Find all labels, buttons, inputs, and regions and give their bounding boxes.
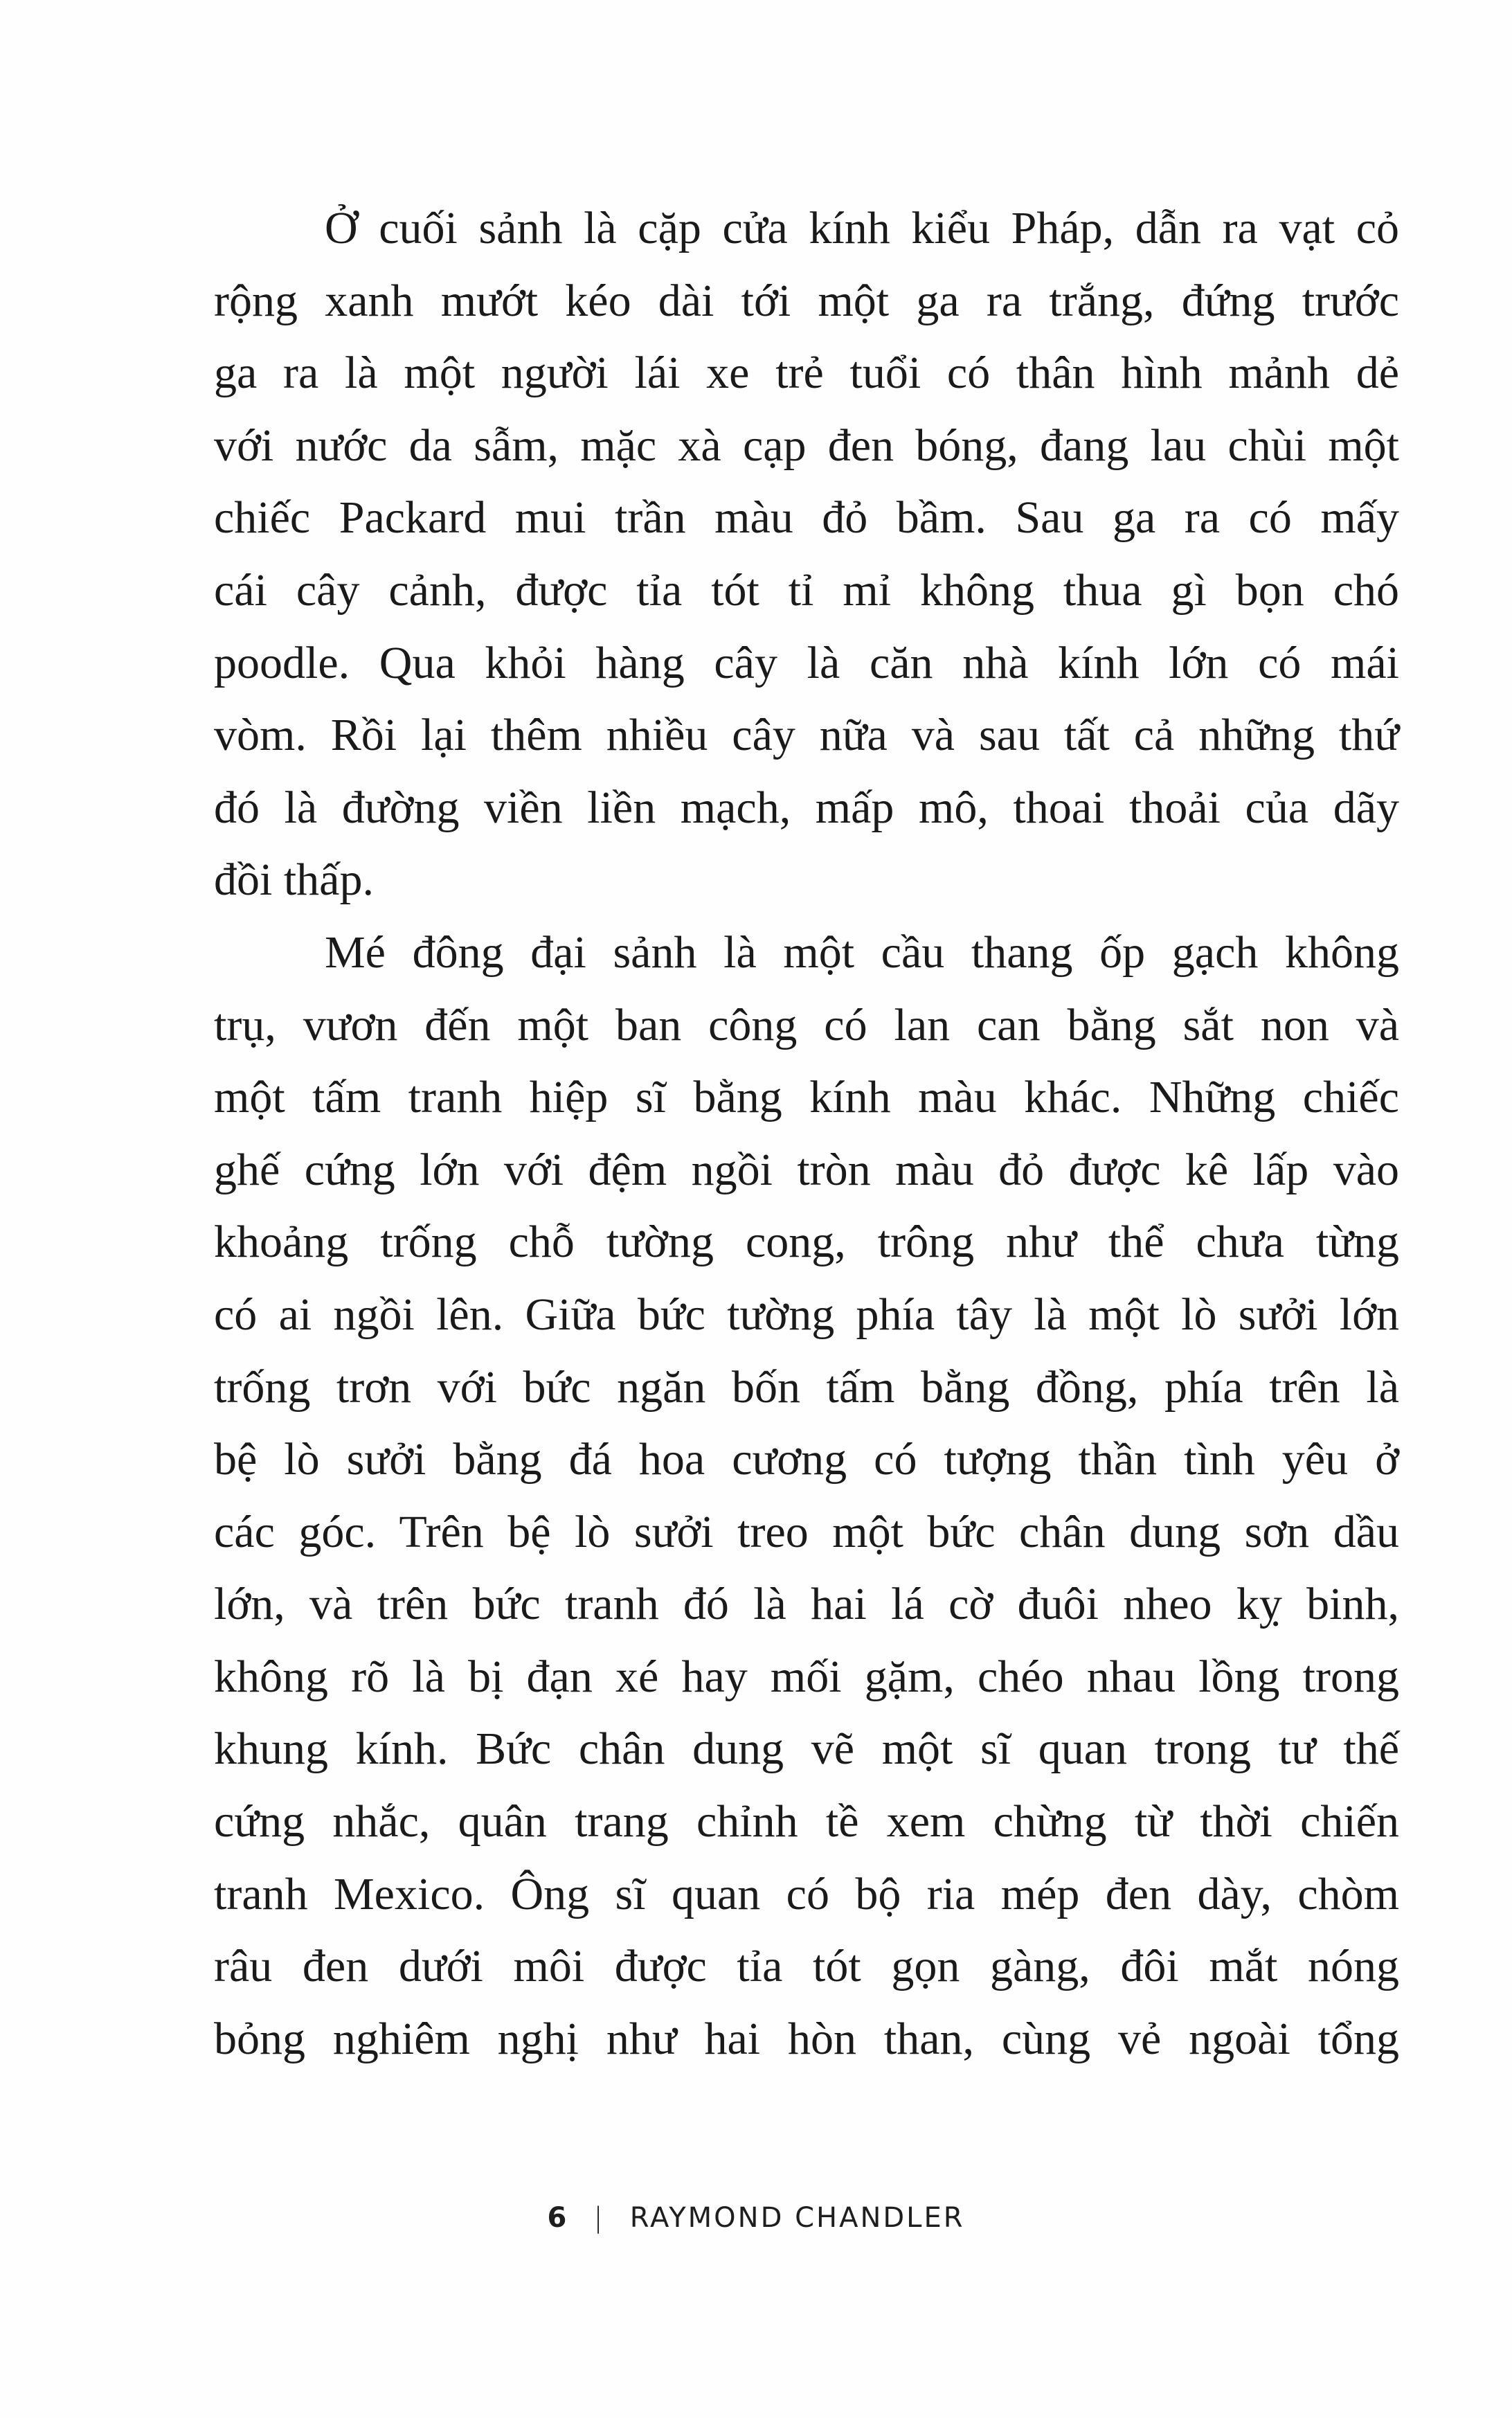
text-line: ghế cứng lớn với đệm ngồi tròn màu đỏ được kê lấp vào [214, 1144, 1399, 1195]
text-line: râu đen dưới môi được tỉa tót gọn gàng, đôi mắt nóng [214, 1941, 1399, 1992]
text-line: bỏng nghiêm nghị như hai hòn than, cùng vẻ ngoài tổng [214, 2013, 1399, 2064]
text-line: cái cây cảnh, được tỉa tót tỉ mỉ không thua gì bọn chó [214, 564, 1399, 616]
text-line: lớn, và trên bức tranh đó là hai lá cờ đuôi nheo kỵ binh, [214, 1579, 1399, 1630]
text-line: trụ, vươn đến một ban công có lan can bằng sắt non và [214, 999, 1399, 1050]
text-line: rộng xanh mướt kéo dài tới một ga ra trắng, đứng trước [214, 275, 1399, 326]
text-line: với nước da sẫm, mặc xà cạp đen bóng, đang lau chùi một [214, 420, 1399, 471]
text-line: tranh Mexico. Ông sĩ quan có bộ ria mép đen dày, chòm [214, 1868, 1399, 1919]
text-line: đồi thấp. [214, 854, 374, 906]
running-author: RAYMOND CHANDLER [629, 2202, 965, 2234]
text-line: Ở cuối sảnh là cặp cửa kính kiểu Pháp, dẫn ra vạt cỏ [325, 203, 1399, 253]
text-line: đó là đường viền liền mạch, mấp mô, thoai thoải của dãy [214, 782, 1399, 833]
text-line: trống trơn với bức ngăn bốn tấm bằng đồng, phía trên là [214, 1361, 1399, 1413]
text-line: một tấm tranh hiệp sĩ bằng kính màu khác. Những chiếc [214, 1072, 1399, 1123]
paragraph [214, 917, 1399, 2076]
footer-separator: | [593, 2202, 605, 2234]
paragraph [214, 192, 1399, 917]
text-line: khung kính. Bức chân dung vẽ một sĩ quan trong tư thế [214, 1723, 1399, 1775]
text-line: bệ lò sưởi bằng đá hoa cương có tượng thần tình yêu ở [214, 1434, 1399, 1485]
text-line: các góc. Trên bệ lò sưởi treo một bức chân dung sơn dầu [214, 1506, 1399, 1557]
text-line: khoảng trống chỗ tường cong, trông như thể chưa từng [214, 1217, 1399, 1268]
text-line: Mé đông đại sảnh là một cầu thang ốp gạch không [325, 926, 1399, 978]
text-line: cứng nhắc, quân trang chỉnh tề xem chừng từ thời chiến [214, 1796, 1399, 1847]
text-line: không rõ là bị đạn xé hay mối gặm, chéo nhau lồng trong [214, 1651, 1399, 1702]
text-line: chiếc Packard mui trần màu đỏ bầm. Sau ga ra có mấy [214, 492, 1399, 544]
text-line: poodle. Qua khỏi hàng cây là căn nhà kính lớn có mái [214, 637, 1399, 688]
body-text [214, 192, 1399, 2075]
page-footer [0, 2202, 1512, 2234]
text-line: vòm. Rồi lại thêm nhiều cây nữa và sau tất cả những thứ [214, 710, 1399, 761]
text-line: ga ra là một người lái xe trẻ tuổi có thân hình mảnh dẻ [214, 348, 1399, 399]
text-line: có ai ngồi lên. Giữa bức tường phía tây là một lò sưởi lớn [214, 1289, 1399, 1340]
page-number: 6 [547, 2202, 569, 2234]
